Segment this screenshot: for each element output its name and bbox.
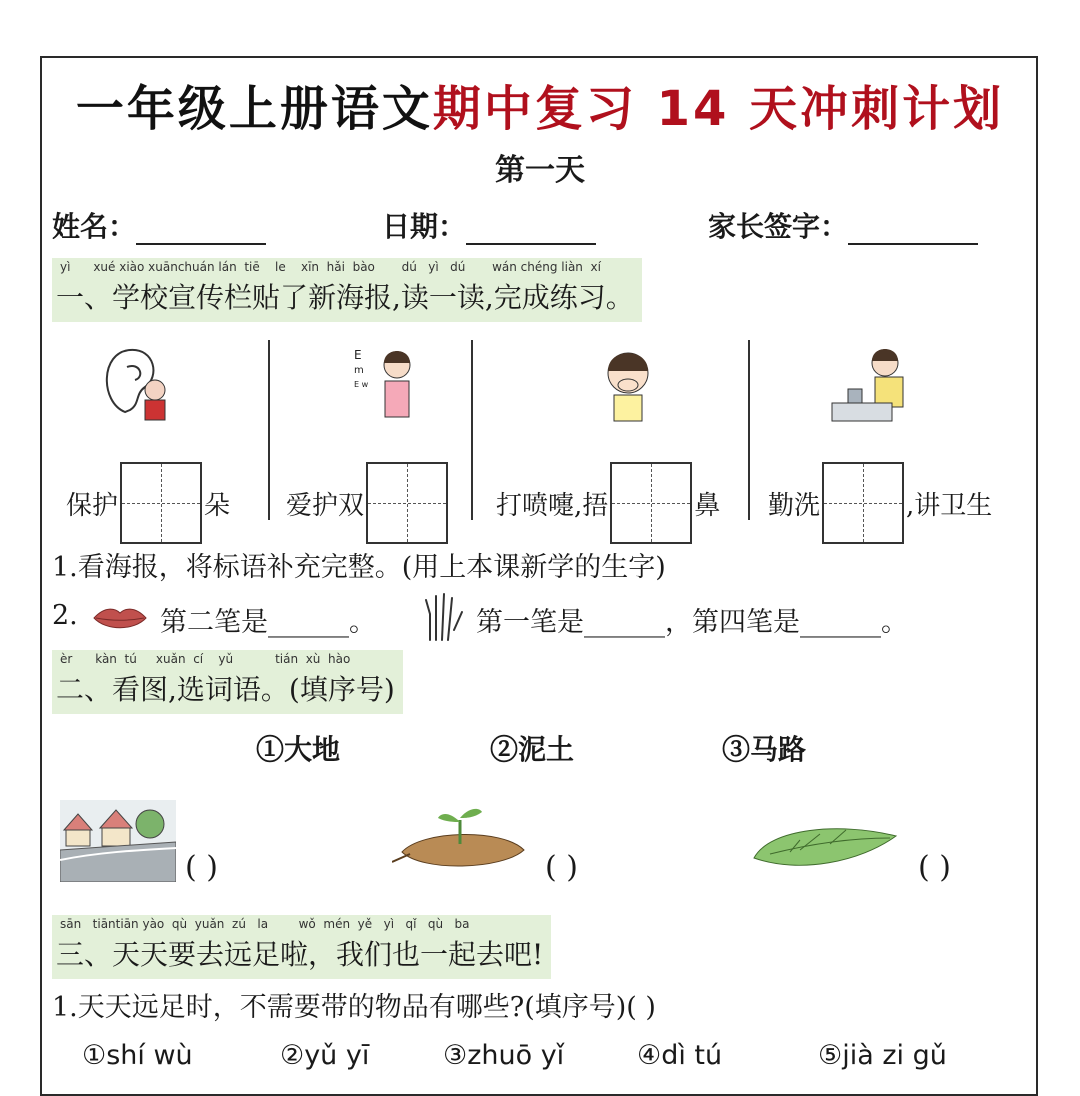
section1-header: yì xué xiào xuānchuán lán tiē le xīn hǎi bào dú yì dú wán chéng liàn xí 一、学校宣传栏贴了新海报,读一读,完成练习。 bbox=[52, 258, 642, 322]
question-1-2b: 第一笔是______，第四笔是______。 bbox=[476, 607, 908, 638]
eye-chart-girl-icon bbox=[352, 345, 422, 425]
section3-header: sān tiāntiān yào qù yuǎn zú la wǒ mén yě yì qǐ qù ba 三、天天要去远足啦，我们也一起去吧! bbox=[52, 915, 551, 979]
svg-text:E w: E w bbox=[354, 380, 369, 389]
hand-icon bbox=[420, 590, 464, 642]
ground-leaf-icon bbox=[750, 822, 900, 872]
option-2: ②泥土 bbox=[490, 733, 575, 766]
answer-paren-3[interactable]: ( ) bbox=[918, 850, 951, 885]
question-1-2a: 第二笔是______。 bbox=[160, 607, 376, 638]
panel-divider bbox=[471, 340, 473, 520]
option-3: ③马路 bbox=[722, 733, 807, 766]
date-field[interactable]: 日期： bbox=[382, 205, 596, 245]
question-3-1: 1.天天远足时，不需要带的物品有哪些?(填序号)( ) bbox=[52, 992, 656, 1023]
answer-paren-1[interactable]: ( ) bbox=[185, 850, 218, 885]
question-1-2-number: 2. bbox=[52, 600, 78, 631]
panel-divider bbox=[268, 340, 270, 520]
item-5: ⑤jià zi gǔ bbox=[818, 1040, 947, 1071]
phrase-4: 勤洗 ,讲卫生 bbox=[768, 462, 992, 544]
item-4: ④dì tú bbox=[637, 1040, 723, 1071]
svg-text:m: m bbox=[354, 365, 364, 376]
page-title: 一年级上册语文期中复习 14 天冲刺计划 bbox=[75, 81, 1005, 137]
sneezing-girl-icon bbox=[598, 345, 658, 423]
tian-grid-box[interactable] bbox=[120, 462, 202, 544]
mouth-icon bbox=[92, 603, 148, 633]
svg-text:E: E bbox=[354, 348, 362, 362]
day-heading: 第一天 bbox=[495, 153, 585, 188]
phrase-1: 保护 朵 bbox=[66, 462, 230, 544]
ear-doctor-icon bbox=[95, 342, 175, 422]
parent-signature-field[interactable]: 家长签字： bbox=[708, 205, 978, 245]
answer-paren-2[interactable]: ( ) bbox=[545, 850, 578, 885]
hand-washing-icon bbox=[830, 345, 915, 425]
tian-grid-box[interactable] bbox=[822, 462, 904, 544]
panel-divider bbox=[748, 340, 750, 520]
tian-grid-box[interactable] bbox=[366, 462, 448, 544]
phrase-3: 打喷嚏,捂 鼻 bbox=[496, 462, 720, 544]
item-1: ①shí wù bbox=[82, 1040, 193, 1071]
item-2: ②yǔ yī bbox=[280, 1040, 370, 1071]
section2-header: èr kàn tú xuǎn cí yǔ tián xù hào 二、看图,选词语。(填序号) bbox=[52, 650, 403, 714]
tian-grid-box[interactable] bbox=[610, 462, 692, 544]
item-3: ③zhuō yǐ bbox=[443, 1040, 565, 1071]
soil-sprout-icon bbox=[392, 800, 530, 876]
name-field[interactable]: 姓名： bbox=[52, 205, 266, 245]
option-1: ①大地 bbox=[256, 733, 341, 766]
road-town-icon bbox=[60, 800, 176, 882]
phrase-2: 爱护双 bbox=[286, 462, 450, 544]
question-1-1: 1.看海报，将标语补充完整。(用上本课新学的生字) bbox=[52, 552, 666, 583]
